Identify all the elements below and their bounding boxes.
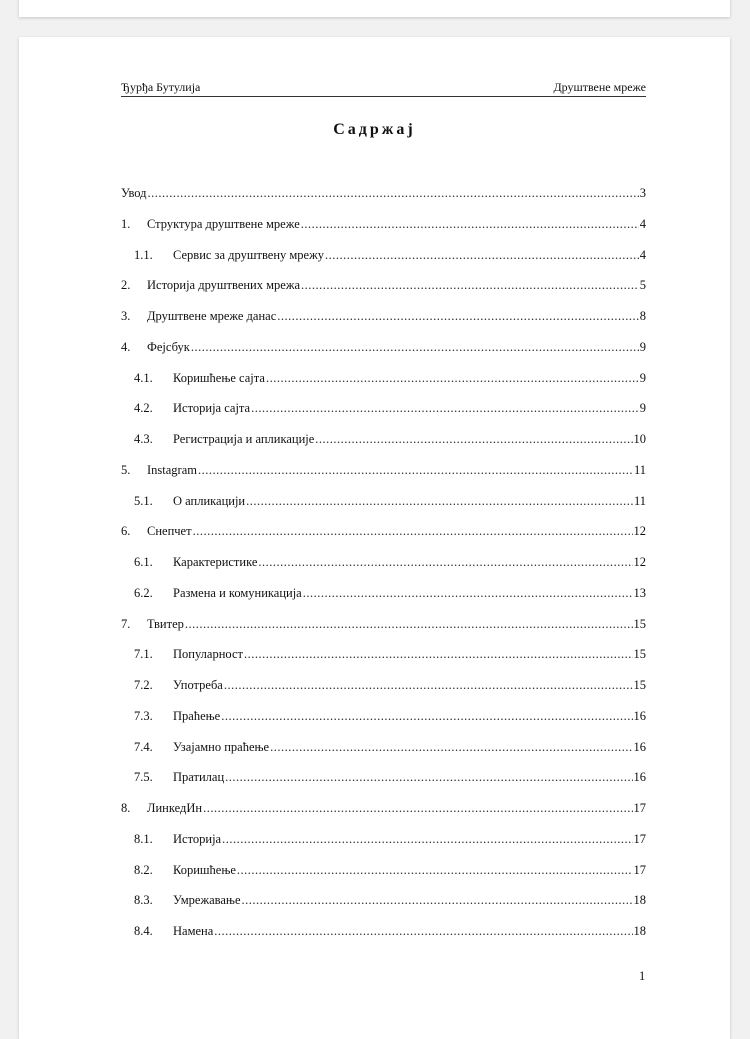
toc-entry[interactable] <box>121 461 646 479</box>
toc-entry-page: 16 <box>633 770 646 785</box>
toc-entry[interactable] <box>134 399 646 417</box>
toc-entry[interactable] <box>134 676 646 694</box>
dot-leader <box>148 184 639 202</box>
dot-leader <box>270 738 632 756</box>
toc-entry-label: Узајамно праћење <box>173 739 270 754</box>
toc-entry-page: 3 <box>639 186 646 200</box>
toc-entry[interactable] <box>121 276 646 294</box>
dot-leader <box>214 922 632 940</box>
toc-entry-label: Историја <box>173 831 222 846</box>
dot-leader <box>193 522 633 540</box>
toc-entry-label: Коришћење сајта <box>173 370 265 385</box>
toc-title: Садржај <box>333 121 416 138</box>
toc-entry-page: 12 <box>633 524 646 539</box>
dot-leader <box>222 830 632 848</box>
toc-entry-number: 8.3. <box>134 893 153 908</box>
toc-entry-number: 6. <box>121 524 131 539</box>
toc-entry-page: 17 <box>633 831 646 846</box>
toc-entry-label: Праћење <box>173 708 221 723</box>
toc-entry-number: 6.2. <box>134 585 153 600</box>
toc-entry-label: Друштвене мреже данас <box>147 309 277 323</box>
toc-entry-label: Умрежавање <box>173 893 241 908</box>
toc-entry[interactable] <box>121 799 646 817</box>
toc-entry-label: Фејсбук <box>147 339 190 354</box>
toc-entry-page: 17 <box>633 801 646 815</box>
page-number: 1 <box>639 969 646 983</box>
toc-entry-number: 3. <box>121 309 131 323</box>
toc-entry-page: 10 <box>633 432 646 446</box>
toc-entry[interactable] <box>121 215 646 233</box>
dot-leader <box>237 861 633 879</box>
dot-leader <box>198 461 633 479</box>
toc-entry[interactable] <box>134 891 646 909</box>
toc-entry-number: 8.1. <box>134 831 153 846</box>
toc-entry-number: 1.1. <box>134 247 153 262</box>
dot-leader <box>301 276 639 294</box>
dot-leader <box>246 492 633 510</box>
toc-entry-page: 11 <box>633 493 646 508</box>
toc-entry-number: 4.2. <box>134 401 153 416</box>
dot-leader <box>191 338 639 356</box>
toc-entry-page: 16 <box>633 708 646 723</box>
toc-entry-page: 15 <box>633 678 646 692</box>
toc-entry-number: 7.4. <box>134 739 153 754</box>
dot-leader <box>185 615 633 633</box>
toc-entry-label: Историја сајта <box>173 401 251 416</box>
toc-entry-label: Instagram <box>147 462 197 477</box>
toc-entry-page: 15 <box>633 616 646 631</box>
toc-entry[interactable] <box>134 861 646 879</box>
toc-entry[interactable] <box>134 584 646 602</box>
toc-entry[interactable] <box>134 768 646 786</box>
toc-entry-page: 9 <box>639 339 646 354</box>
toc-entry-label: Историја друштвених мрежа <box>147 278 301 293</box>
toc-entry-page: 13 <box>633 585 646 600</box>
dot-leader <box>221 707 632 725</box>
dot-leader <box>303 584 633 602</box>
toc-entry-number: 7.5. <box>134 770 153 785</box>
toc-entry[interactable] <box>121 615 646 633</box>
toc-entry-page: 9 <box>639 370 646 385</box>
toc-entry-page: 11 <box>633 462 646 477</box>
toc-entry-number: 6.1. <box>134 555 153 569</box>
dot-leader <box>244 645 633 663</box>
previous-page-edge <box>19 0 730 17</box>
dot-leader <box>325 246 639 264</box>
toc-entry[interactable] <box>134 369 646 387</box>
toc-entry-page: 16 <box>633 739 646 754</box>
toc-entry[interactable] <box>121 338 646 356</box>
toc-entry[interactable] <box>134 246 646 264</box>
toc-entry-label: Структура друштвене мреже <box>147 216 300 231</box>
toc-entry[interactable] <box>134 430 646 448</box>
dot-leader <box>258 553 632 571</box>
toc-entry-label: Размена и комуникација <box>173 585 302 600</box>
dot-leader <box>277 307 639 325</box>
toc-entry[interactable] <box>134 830 646 848</box>
toc-entry-label: Карактеристике <box>173 555 258 569</box>
toc-entry-page: 18 <box>633 893 646 908</box>
dot-leader <box>203 799 632 817</box>
dot-leader <box>301 215 639 233</box>
toc-entry-page: 8 <box>639 309 646 323</box>
toc-entry[interactable] <box>121 184 646 202</box>
toc-entry-number: 5. <box>121 462 131 477</box>
toc-entry[interactable] <box>134 553 646 571</box>
toc-entry[interactable] <box>121 522 646 540</box>
toc-entry-number: 1. <box>121 216 131 231</box>
running-header <box>121 80 646 97</box>
header-author: Ђурђа Бутулија <box>121 80 201 94</box>
toc-entry-page: 9 <box>639 401 646 416</box>
dot-leader <box>266 369 639 387</box>
toc-entry-number: 8.4. <box>134 924 153 938</box>
toc-entry-label: Твитер <box>147 616 184 631</box>
toc-entry-page: 4 <box>639 247 646 262</box>
toc-entry-label: Снепчет <box>147 524 192 539</box>
toc-entry-number: 4.3. <box>134 432 153 446</box>
toc-entry-number: 7. <box>121 616 131 631</box>
toc-entry-number: 8. <box>121 801 131 815</box>
toc-entry-label: Сервис за друштвену мрежу <box>173 247 324 262</box>
toc-entry-number: 2. <box>121 278 131 293</box>
toc-entry-page: 4 <box>639 216 646 231</box>
toc-entry-number: 4.1. <box>134 370 153 385</box>
toc-entry[interactable] <box>134 922 646 940</box>
toc-entry[interactable] <box>134 492 646 510</box>
toc-entry-page: 5 <box>639 278 646 293</box>
toc-entry[interactable] <box>134 738 646 756</box>
toc-entry-page: 18 <box>633 924 646 938</box>
toc-entry-label: Увод <box>121 186 147 200</box>
dot-leader <box>251 399 639 417</box>
toc-entry-label: Употреба <box>173 678 223 692</box>
header-title: Друштвене мреже <box>553 80 646 94</box>
dot-leader <box>242 891 633 909</box>
toc-entry-number: 7.1. <box>134 647 153 662</box>
toc-entry-label: ЛинкедИн <box>147 801 203 815</box>
toc-entry-number: 8.2. <box>134 862 153 877</box>
document-page <box>19 37 730 1039</box>
toc-entry-label: О апликацији <box>173 493 246 508</box>
toc-entry[interactable] <box>134 707 646 725</box>
toc-entry-label: Намена <box>173 924 214 938</box>
toc-entry-label: Регистрација и апликације <box>173 432 315 446</box>
toc-entry-number: 7.3. <box>134 708 153 723</box>
toc-entry-label: Пратилац <box>173 770 225 785</box>
dot-leader <box>224 676 633 694</box>
toc-entry-page: 17 <box>633 862 646 877</box>
dot-leader <box>225 768 632 786</box>
toc-entry-page: 12 <box>633 555 646 569</box>
toc-entry[interactable] <box>121 307 646 325</box>
toc-entry-page: 15 <box>633 647 646 662</box>
toc-entry-label: Популарност <box>173 647 243 662</box>
toc-entry-number: 5.1. <box>134 493 153 508</box>
toc-entry-number: 4. <box>121 339 131 354</box>
toc-entry[interactable] <box>134 645 646 663</box>
toc-entry-label: Коришћење <box>173 862 236 877</box>
toc-entry-number: 7.2. <box>134 678 153 692</box>
dot-leader <box>315 430 632 448</box>
